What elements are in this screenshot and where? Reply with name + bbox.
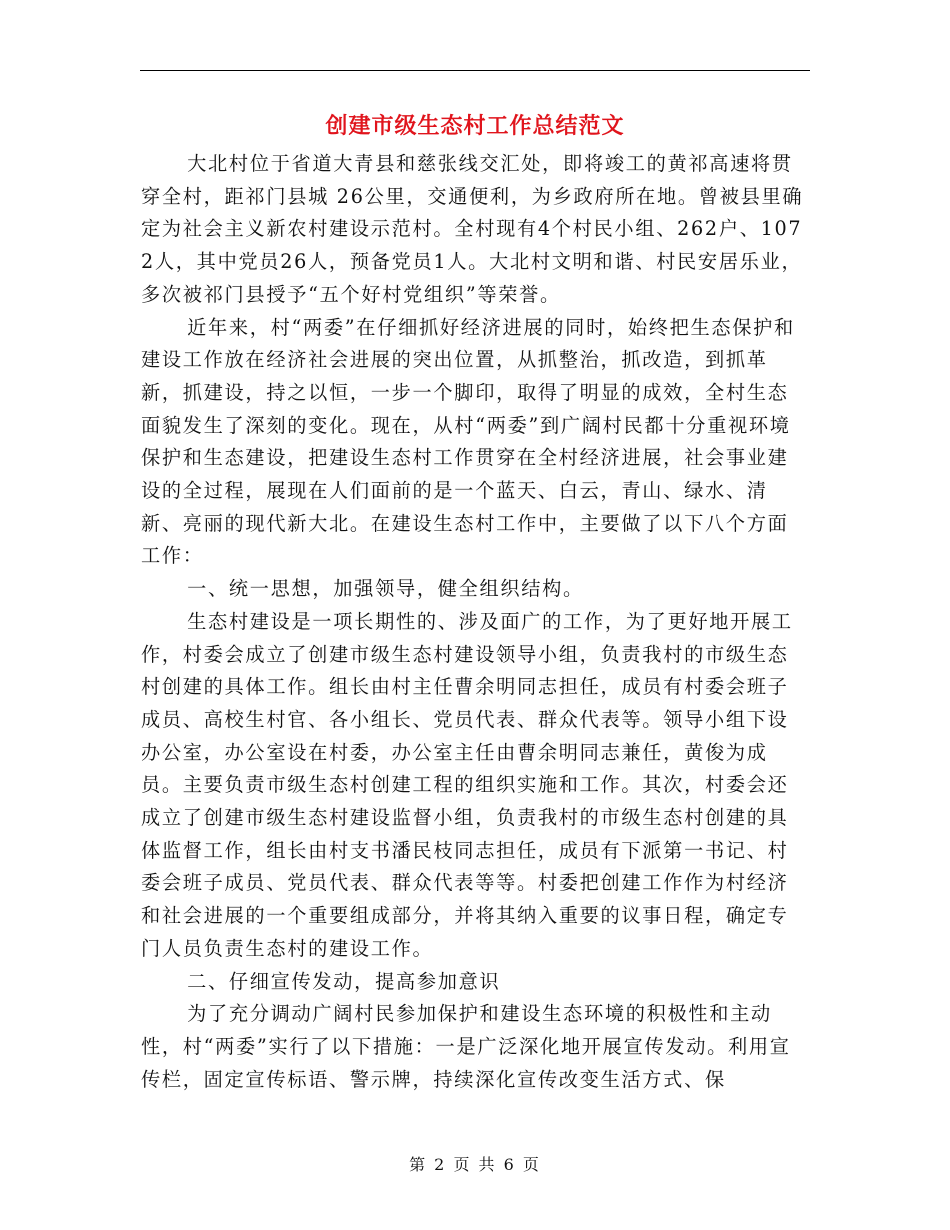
section-heading-2: 二、仔细宣传发动，提高参加意识: [187, 969, 501, 993]
page-number: 第 2 页 共 6 页: [409, 1155, 541, 1174]
paragraph-intro: 大北村位于省道大青县和慈张线交汇处，即将竣工的黄祁高速将贯穿全村，距祁门县城 26公里，交通便利，为乡政府所在地。曾被县里确定为社会主义新农村建设示范村。全村现有4个村民小组、262户、1072人，其中党员26人，预备党员1人。大北村文明和谐、村民安居乐业，多次被祁门县授予“五个好村党组织”等荣誉。: [141, 152, 804, 306]
document-body: [141, 148, 807, 1096]
paragraph-publicity: 为了充分调动广阔村民参加保护和建设生态环境的积极性和主动性，村“两委”实行了以下措施：一是广泛深化地开展宣传发动。利用宣传栏，固定宣传标语、警示牌，持续深化宣传改变生活方式、保: [141, 1002, 791, 1091]
header-rule: [140, 70, 810, 71]
section-heading-1: 一、统一思想，加强领导，健全组织结构。: [187, 577, 584, 601]
paragraph-leadership: 生态村建设是一项长期性的、涉及面广的工作，为了更好地开展工作，村委会成立了创建市级生态村建设领导小组，负责我村的市级生态村创建的具体工作。组长由村主任曹余明同志担任，成员有村委会班子成员、高校生村官、各小组长、党员代表、群众代表等。领导小组下设办公室，办公室设在村委，办公室主任由曹余明同志兼任，黄俊为成员。主要负责市级生态村创建工程的组织实施和工作。其次，村委会还成立了创建市级生态村建设监督小组，负责我村的市级生态村创建的具体监督工作，组长由村支书潘民枝同志担任，成员有下派第一书记、村委会班子成员、党员代表、群众代表等等。村委把创建工作作为村经济和社会进展的一个重要组成部分，并将其纳入重要的议事日程，确定专门人员负责生态村的建设工作。: [141, 609, 793, 960]
document-title: 创建市级生态村工作总结范文: [325, 113, 625, 139]
paragraph-recent-years: 近年来，村“两委”在仔细抓好经济进展的同时，始终把生态保护和建设工作放在经济社会进展的突出位置，从抓整治，抓改造，到抓革新，抓建设，持之以恒，一步一个脚印，取得了明显的成效，全村生态面貌发生了深刻的变化。现在，从村“两委”到广阔村民都十分重视环境保护和生态建设，把建设生态村工作贯穿在全村经济进展，社会事业建设的全过程，展现在人们面前的是一个蓝天、白云，青山、绿水、清新、亮丽的现代新大北。在建设生态村工作中，主要做了以下八个方面工作：: [141, 315, 795, 568]
